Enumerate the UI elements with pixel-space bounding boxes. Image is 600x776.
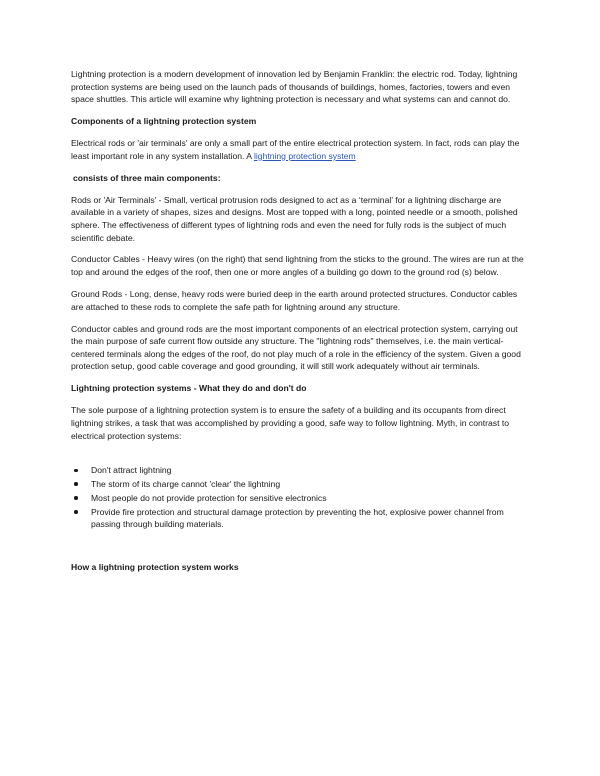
bullet-icon: [74, 496, 78, 500]
components-heading: Components of a lightning protection system: [71, 116, 257, 127]
components-paragraph-text: Electrical rods or 'air terminals' are only a small part of the entire electrical protection system. In fact, rods can play the least important role in any system installation. A: [71, 138, 520, 161]
lightning-protection-system-link[interactable]: lightning protection system: [253, 150, 356, 161]
rods-paragraph: Rods or 'Air Terminals' - Small, vertical protrusion rods designed to act as a ‘terminal’ for a lightning discharge are available in a variety of shapes, sizes and designs. Most are topped with a long, pointed needle or a smooth, polished sphere. The effectiveness of different types of lightning rods and even the need for fully rods is the subject of much scientific debate.: [71, 194, 518, 243]
how-it-works-heading: How a lightning protection system works: [71, 561, 239, 572]
list-item-text: Provide fire protection and structural damage protection by preventing the hot, explosive power channel from passing through building materials.: [91, 506, 504, 530]
document-page: [71, 68, 531, 583]
list-item: [71, 492, 531, 505]
what-they-do-heading: Lightning protection systems - What they do and don't do: [71, 383, 307, 394]
bullet-icon: [74, 510, 78, 514]
list-item: [71, 506, 531, 531]
purpose-paragraph: The sole purpose of a lightning protection system is to ensure the safety of a building and its occupants from direct lightning strikes, a task that was accomplished by providing a good, safe way to follow lightning. Myth, in contrast to electrical protection systems:: [71, 405, 510, 441]
list-item-text: Most people do not provide protection for sensitive electronics: [91, 492, 327, 503]
components-paragraph: [71, 137, 531, 162]
intro-paragraph: Lightning protection is a modern development of innovation led by Benjamin Franklin: the electric rod. Today, lightning protection systems are being used on the launch pads of thousands of buildings, homes, factories, towers and even space shuttles. This article will examine why lightning protection is necessary and what systems can and cannot do.: [71, 69, 518, 105]
ground-rods-paragraph: Ground Rods - Long, dense, heavy rods were buried deep in the earth around protected structures. Conductor cables are attached to these rods to complete the safe path for lightning around any structure.: [71, 289, 518, 312]
bullet-icon: [74, 469, 78, 473]
important-components-paragraph: Conductor cables and ground rods are the most important components of an electrical protection system, carrying out the main purpose of safe current flow outside any structure. The "lightning rods" themselves, i.e. the main vertical-centered terminals along the edges of the roof, do not play much of a role in the efficiency of the system. Given a good protection setup, good cable coverage and good grounding, it will still work adequately without air terminals.: [71, 323, 521, 372]
list-item-text: Don't attract lightning: [91, 465, 172, 476]
list-item-text: The storm of its charge cannot 'clear' the lightning: [91, 478, 281, 489]
myths-list: [71, 464, 531, 531]
bullet-icon: [74, 482, 78, 486]
list-item: [71, 464, 531, 477]
cables-paragraph: Conductor Cables - Heavy wires (on the right) that send lightning from the sticks to the ground. The wires are run at the top and around the edges of the roof, then one or more angles of a building go down to the ground rod (s) below.: [71, 254, 524, 278]
consists-heading: consists of three main components:: [73, 172, 221, 183]
list-item: [71, 478, 531, 491]
